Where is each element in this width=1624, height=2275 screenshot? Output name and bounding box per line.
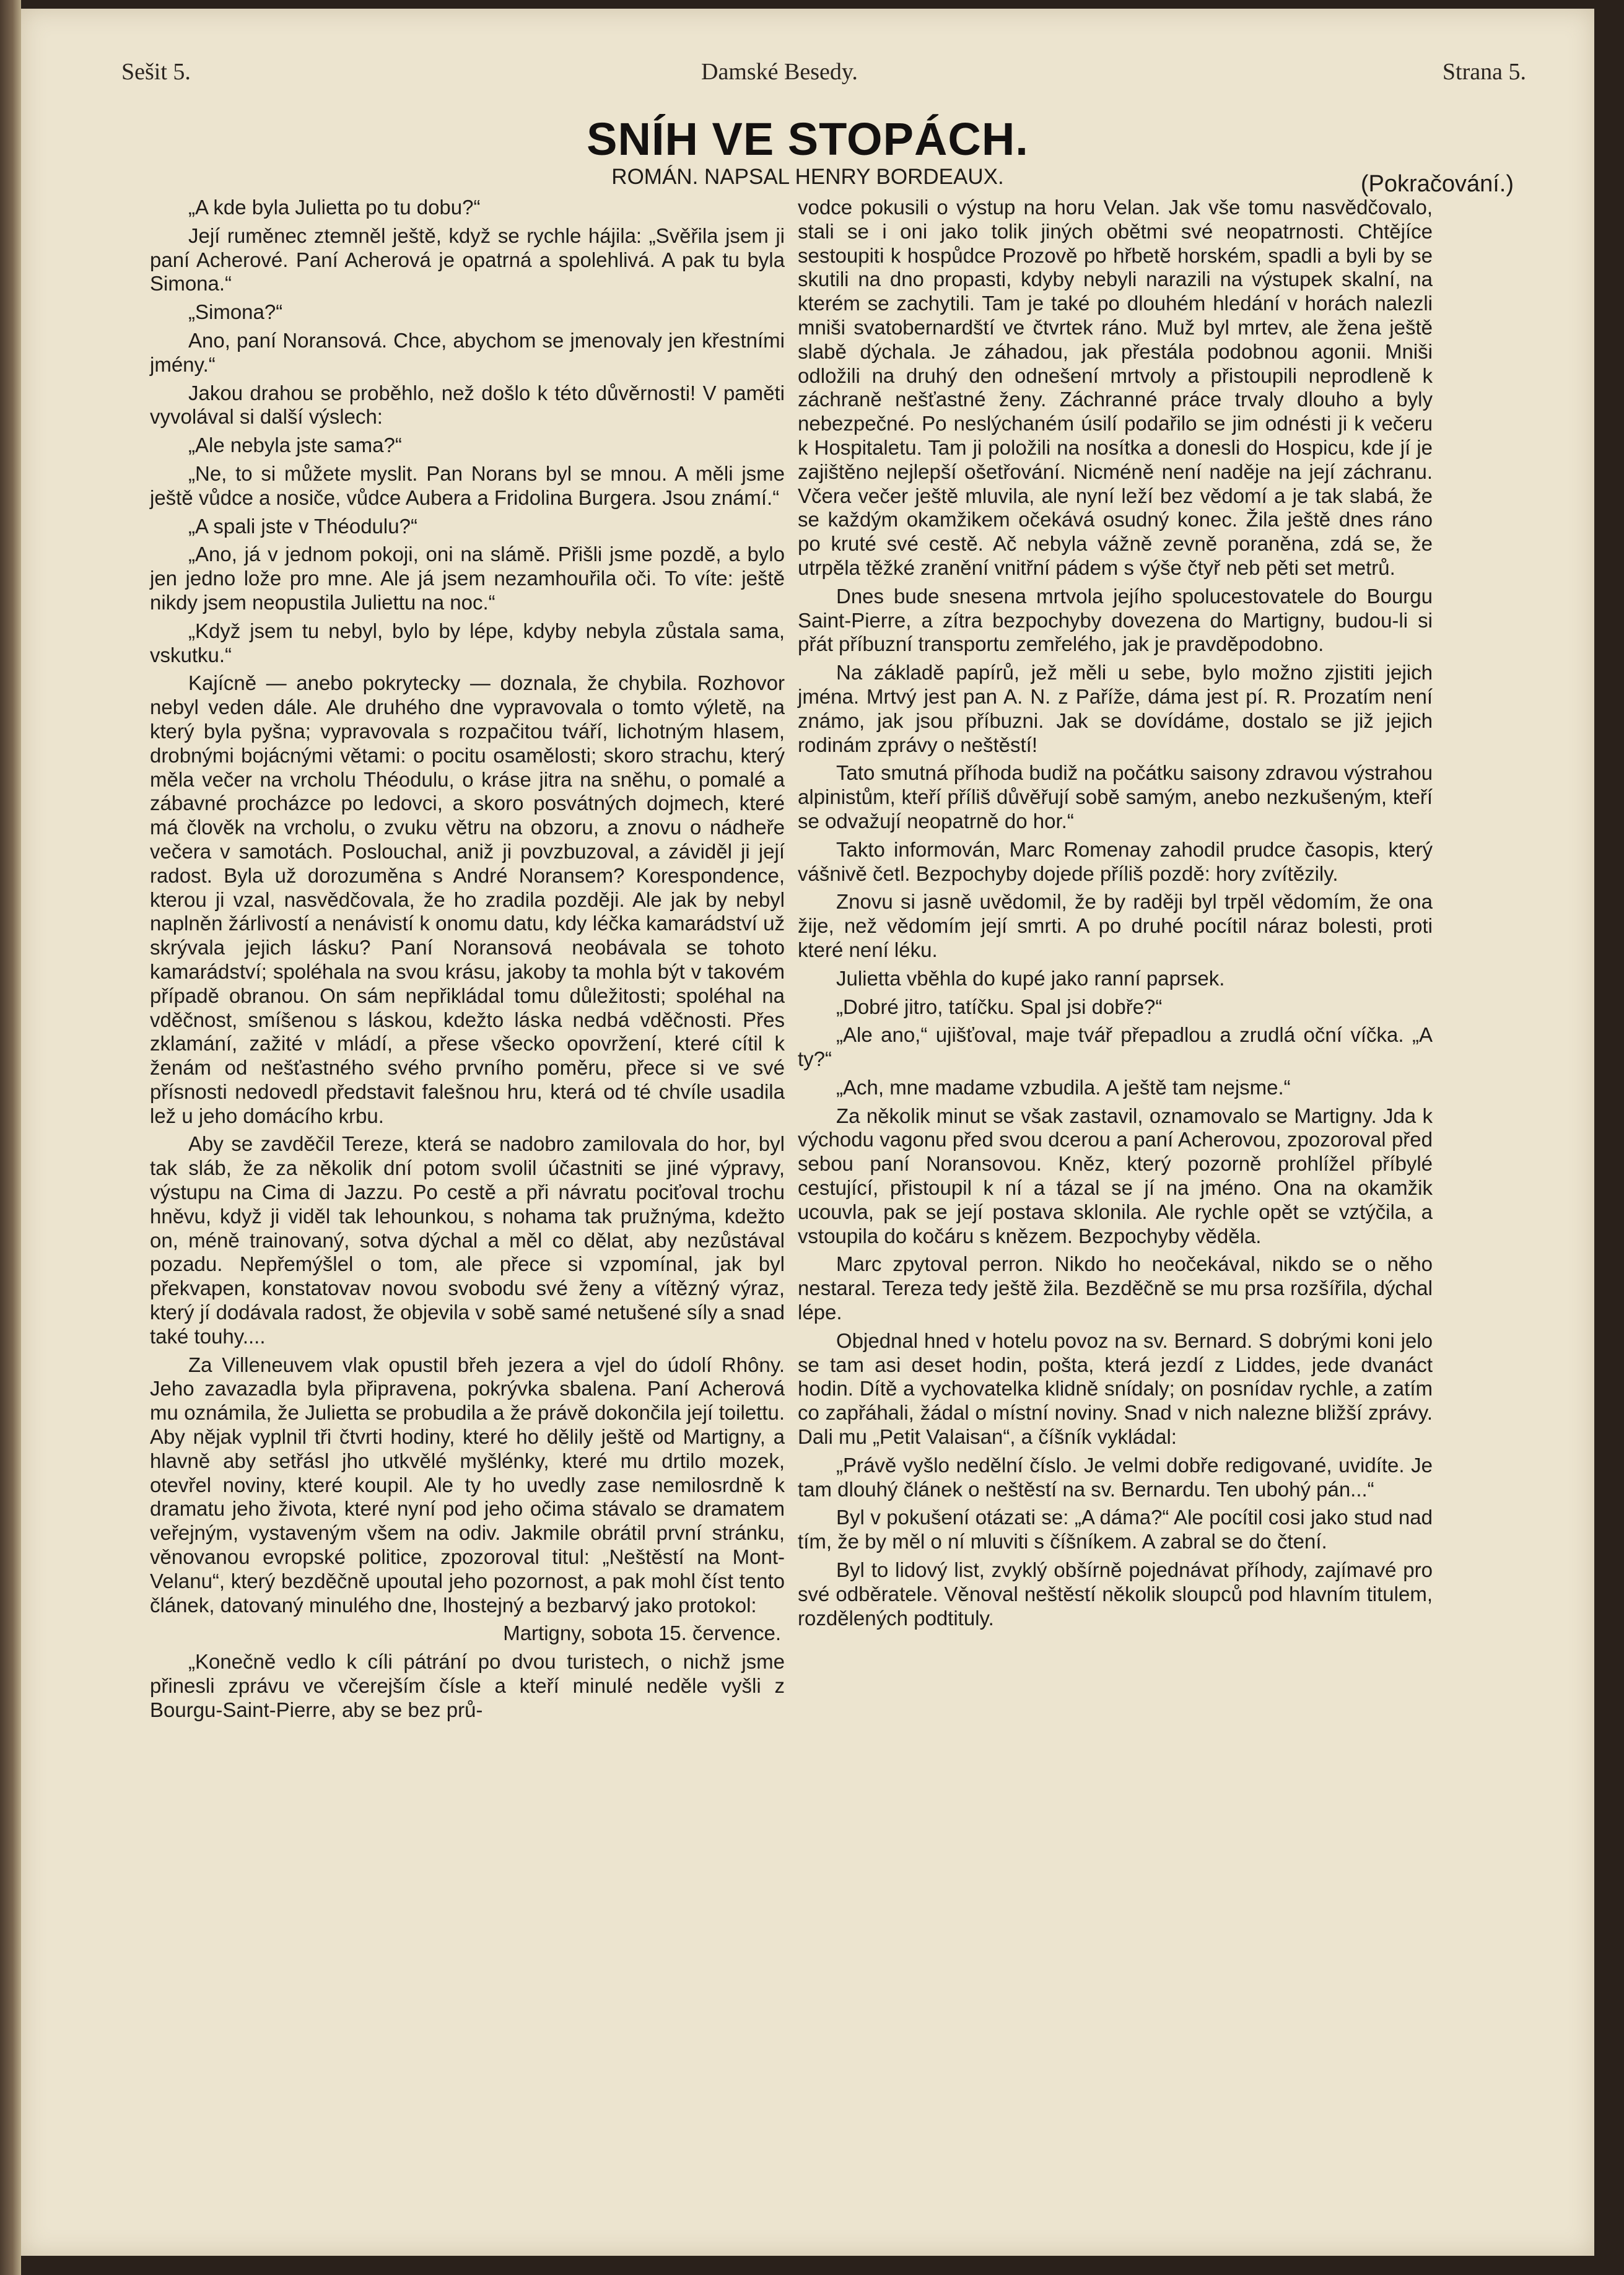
paragraph: „Když jsem tu nebyl, bylo by lépe, kdyby nebyla zůstala sama, vskutku.“: [150, 619, 785, 666]
right-column: [798, 196, 1433, 1635]
paragraph: „Ach, mne madame vzbudila. A ještě tam nejsme.“: [836, 1075, 1291, 1099]
paragraph: Za několik minut se však zastavil, oznamovalo se Martigny. Jda k východu vagonu před svou dcerou a paní Acherovou, zpozoroval před sebou paní Noransovou. Kněz, který pozorně prohlížel příbylé cestující, přistoupil k ní a tázal se jí na jméno. Ona na okamžik ucouvla, pak se její postava sklonila. Ale rychle opět se vztýčila, a vstoupila do kočáru s knězem. Bezpochyby věděla.: [798, 1104, 1433, 1247]
page-number: Strana 5.: [1442, 59, 1526, 85]
paragraph: Za Villeneuvem vlak opustil břeh jezera a vjel do údolí Rhôny. Jeho zavazadla byla připravena, pokrývka sbalena. Paní Acherová mu oznámila, že Julietta se probudila a že právě dokončila její toilettu. Aby nějak vyplnil tři čtvrti hodiny, které ho dělily ještě od Martigny, a hlavně aby setřásl jho utkvělé myšlénky, které mu drtilo mozek, otevřel noviny, které koupil. Ale ty ho uvedly zase nemilosrdně k dramatu jeho života, které nyní pod jeho očima stávalo se dramatem veřejným, vystaveným všem na odiv. Jakmile obrátil první stránku, věnovanou evropské politice, zpozoroval titul: „Neštěstí na Mont-Velanu“, který bezděčně upoutal jeho pozornost, a pak mohl číst tento článek, datovaný minulého dne, lhostejný a bezbarvý jako protokol:: [150, 1353, 785, 1617]
paragraph: Aby se zavděčil Tereze, která se nadobro zamilovala do hor, byl tak sláb, že za několik dní potom svolil účastniti se jiné výpravy, výstupu na Cima di Jazzu. Po cestě a při návratu pociťoval trochu hněvu, když ji viděl tak lehounkou, s nohama tak pružnýma, kdežto on, méně trainovaný, sotva dýchal a měl co dělat, aby nezůstával pozadu. Nepřemýšlel o tom, ale přece si vzpomínal, jak byl překvapen, konstatovav novou svobodu své ženy a vítězný výraz, který jí dodávala radost, že objevila v sobě samé netušené síly a snad také touhy....: [150, 1132, 785, 1348]
paragraph: Dnes bude snesena mrtvola jejího spolucestovatele do Bourgu Saint-Pierre, a zítra bezpochyby dovezena do Martigny, budou-li si přát příbuzní transportu zemřelého, jak je pravděpodobno.: [798, 584, 1433, 656]
paragraph: „Právě vyšlo nedělní číslo. Je velmi dobře redigované, uvidíte. Je tam dlouhý článek o neštěstí na sv. Bernardu. Ten ubohý pán...“: [798, 1453, 1433, 1501]
paragraph: „Konečně vedlo k cíli pátrání po dvou turistech, o nichž jsme přinesli zprávu ve včerejším čísle a kteří minulé neděle vyšli z Bourgu-Saint-Pierre, aby se bez prů-: [150, 1650, 785, 1721]
paragraph: „A kde byla Julietta po tu dobu?“: [188, 196, 481, 219]
paragraph: Kajícně — anebo pokrytecky — doznala, že chybila. Rozhovor nebyl veden dále. Ale druhého dne vypravovala o tomto výletě, na který byla pyšna; vypravovala s rozpačitou tváří, lichotným hlasem, drobnými bojácnými větami: o pocitu osamělosti; skoro strachu, který měla večer na vrcholu Théodulu, o kráse jitra na sněhu, o pomalé a zábavné procházce po ledovci, a skoro posvátných dojmech, které má člověk na vrcholu, o zvuku větru na obzoru, a znovu o nádheře večera v samotách. Poslouchal, aniž ji povzbuzoval, a záviděl ji její radost. Byla už dorozuměna s André Noransem? Korespondence, kterou ji vzal, nasvědčovala, že ho zradila později. Ale jak by nebyl naplněn žárlivostí a nenávistí k onomu datu, kdy léčka kamarádství už skrývala jejich lásku? Paní Noransová neobávala se tohoto kamarádství; spoléhala na svou krásu, jakoby ta mohla být v takovém případě obranou. On sám nepřikládal tomu důležitosti; spoléhal na vděčnost, smíšenou s láskou, kdežto láska nedbá vděčnosti. Přes zklamání, zažité v mládí, a přese všecko opovržení, které cítil k ženám od nešťastného svého prvního poměru, přece si ve své přísnosti nedovedl představit falešnou hru, která od té chvíle usadila lež u jeho domácího krbu.: [150, 671, 785, 1127]
paragraph: Znovu si jasně uvědomil, že by raději byl trpěl vědomím, že ona žije, než vědomím její smrti. A po druhé pocítil náraz bolesti, proti které není léku.: [798, 890, 1433, 961]
continuation-note: (Pokračování.): [1360, 171, 1514, 197]
paragraph: „Dobré jitro, tatíčku. Spal jsi dobře?“: [836, 995, 1163, 1018]
paragraph: „Ano, já v jednom pokoji, oni na slámě. Přišli jsme pozdě, a bylo jen jedno lože pro mne. Ale já jsem nezamhouřila oči. To víte: ještě nikdy jsem neopustila Juliettu na noc.“: [150, 543, 785, 614]
paragraph: Takto informován, Marc Romenay zahodil prudce časopis, který vášnivě četl. Bezpochyby dojede příliš pozdě: hory zvítězily.: [798, 837, 1433, 885]
paragraph: „A spali jste v Théodulu?“: [188, 514, 417, 538]
paragraph: Julietta vběhla do kupé jako ranní paprsek.: [836, 966, 1225, 990]
paragraph: „Simona?“: [188, 300, 283, 324]
paragraph: vodce pokusili o výstup na horu Velan. Jak vše tomu nasvědčovalo, stali se i oni jako tolik jiných obětmi své neopatrnosti. Chtějíce sestoupiti k hospůdce Prozově po hřbetě horském, spadli a byli by se skutili na dno propasti, kdyby nebyli narazili na výstupek skalní, na kterém se zachytili. Tam je také po dlouhém hledání v horách nalezli mniši svatobernardští ve čtvrtek ráno. Muž byl mrtev, ale žena ještě slabě dýchala. Je záhadou, jak přestála podobnou agonii. Mniši odložili na druhý den odnešení mrtvoly a přistoupili neprodleně k záchraně nešťastné ženy. Záchranné práce trvaly dlouho a byly nebezpečné. Po neslýchaném úsilí podařilo se jim odnésti ji k večeru k Hospitaletu. Tam ji položili na nosítka a donesli do Hospicu, kde jí je zajištěno nejlepší ošetřování. Nicméně není naděje na její záchranu. Včera večer ještě mluvila, ale nyní leží bez vědomí a je tak slabá, že se každým okamžikem očekává osudný konec. Žila ještě dnes ráno po kruté své cestě. Ač nebyla vážně zevně poraněna, zdá se, že utrpěla těžké zranění vnitřní pádem s výše čtyř neb pěti set metrů.: [798, 196, 1433, 579]
article-title: SNÍH VE STOPÁCH.: [587, 113, 1029, 165]
dateline: Martigny, sobota 15. července.: [503, 1622, 781, 1645]
paragraph: Byl v pokušení otázati se: „A dáma?“ Ale pocítil cosi jako stud nad tím, že by měl o ní mluviti s číšníkem. A zabral se do čtení.: [798, 1506, 1433, 1553]
paragraph: Tato smutná příhoda budiž na počátku saisony zdravou výstrahou alpinistům, kteří příliš důvěřují sobě samým, anebo nezkušeným, kteří se odvažují neopatrně do hor.“: [798, 761, 1433, 832]
article-subtitle: ROMÁN. NAPSAL HENRY BORDEAUX.: [611, 165, 1004, 189]
paragraph: Marc zpytoval perron. Nikdo ho neočekával, nikdo se o něho nestaral. Tereza tedy ještě žila. Bezděčně se mu prsa rozšířila, dýchal lépe.: [798, 1252, 1433, 1324]
paragraph: Její ruměnec ztemněl ještě, když se rychle hájila: „Svěřila jsem ji paní Acherové. Paní Acherová je opatrná a spolehlivá. A pak tu byla Simona.“: [150, 224, 785, 295]
paragraph: „Ne, to si můžete myslit. Pan Norans byl se mnou. A měli jsme ještě vůdce a nosiče, vůdce Aubera a Fridolina Burgera. Jsou známí.“: [150, 461, 785, 509]
paragraph: Ano, paní Noransová. Chce, abychom se jmenovaly jen křestními jmény.“: [150, 328, 785, 376]
paragraph: Byl to lidový list, zvyklý obšírně pojednávat příhody, zajímavé pro své odběratele. Věnoval neštěstí několik sloupců pod hlavním titulem, rozdělených podtituly.: [798, 1558, 1433, 1630]
paragraph: Jakou drahou se proběhlo, než došlo k této důvěrnosti! V paměti vyvolával si další výslech:: [150, 381, 785, 429]
paragraph: Objednal hned v hotelu povoz na sv. Bernard. S dobrými koni jelo se tam asi deset hodin, pošta, která jezdí z Liddes, jede dvanáct hodin. Dítě a vychovatelka klidně snídaly; on posnídav rychle, a zatím co zapřáhali, žádal o místní noviny. Snad v nich nalezne bližší zprávy. Dali mu „Petit Valaisan“, a číšník vykládal:: [798, 1329, 1433, 1449]
paragraph: Na základě papírů, jež měli u sebe, bylo možno zjistiti jejich jména. Mrtvý jest pan A. N. z Paříže, dáma jest pí. R. Prozatím není známo, jak jsou příbuzni. Jak se dovídáme, dostalo se již jejich rodinám zprávy o neštěstí!: [798, 661, 1433, 756]
magazine-page: [21, 9, 1594, 2256]
book-spine-edge: [0, 0, 21, 2275]
paragraph: „Ale nebyla jste sama?“: [188, 434, 402, 457]
left-column: [150, 196, 785, 1727]
magazine-name: Damské Besedy.: [701, 59, 858, 85]
issue-number: Sešit 5.: [121, 59, 191, 85]
paragraph: „Ale ano,“ ujišťoval, maje tvář přepadlou a zrudlá oční víčka. „A ty?“: [798, 1023, 1433, 1071]
